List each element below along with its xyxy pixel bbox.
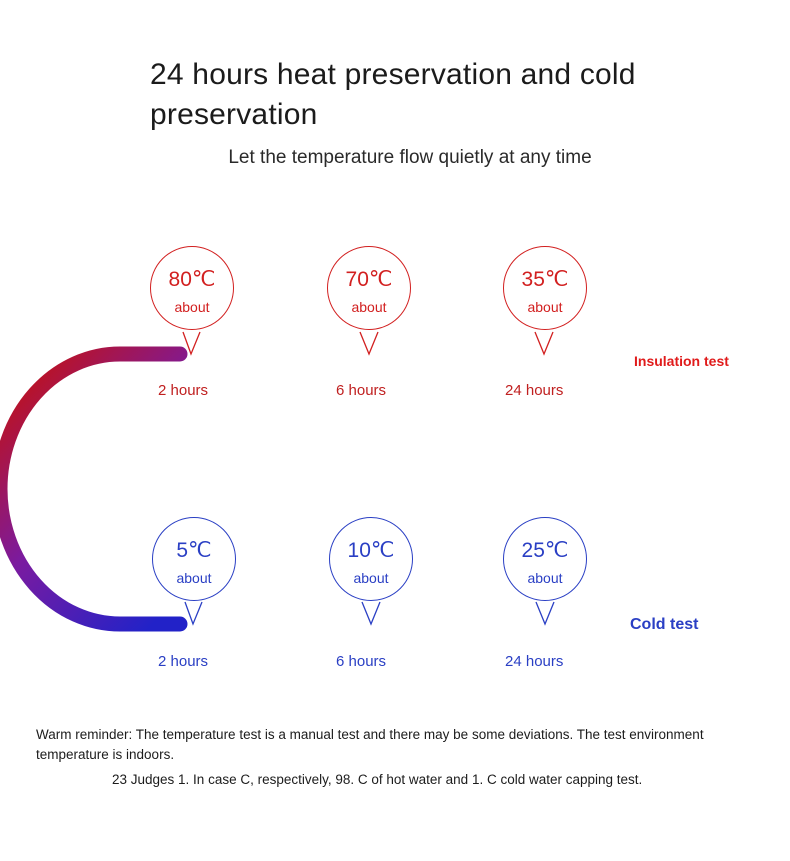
label-insulation-test: Insulation test <box>634 353 729 369</box>
bubble-temp: 70℃ <box>345 268 393 291</box>
bubble-about: about <box>174 299 210 315</box>
hours-cold-2: 6 hours <box>336 653 387 670</box>
bubble-cold-2 <box>329 517 413 601</box>
hours-cold-1: 2 hours <box>158 653 209 670</box>
bubble-insulation-1 <box>150 246 234 330</box>
bubble-about: about <box>176 570 212 586</box>
hours-cold-3: 24 hours <box>505 653 564 670</box>
hours-insulation-1: 2 hours <box>158 382 209 399</box>
bubble-temp: 35℃ <box>521 268 569 291</box>
temperature-flow-diagram <box>0 210 790 700</box>
bubble-insulation-3 <box>503 246 587 330</box>
bubble-temp: 80℃ <box>168 268 216 291</box>
bubble-about: about <box>351 299 387 315</box>
bubble-temp: 5℃ <box>176 539 212 562</box>
warm-reminder-text: Warm reminder: The temperature test is a manual test and there may be some deviations. The test environment temperature is indoors. <box>36 727 704 762</box>
page-title: 24 hours heat preservation and cold preservation <box>150 58 636 131</box>
hours-insulation-2: 6 hours <box>336 382 387 399</box>
bubble-about: about <box>527 570 563 586</box>
bubble-temp: 25℃ <box>521 539 569 562</box>
bubble-insulation-2 <box>327 246 411 330</box>
bubble-about: about <box>527 299 563 315</box>
bubble-cold-1 <box>152 517 236 601</box>
hours-insulation-3: 24 hours <box>505 382 564 399</box>
bubble-temp: 10℃ <box>347 539 395 562</box>
bubble-cold-3 <box>503 517 587 601</box>
label-cold-test: Cold test <box>630 616 699 633</box>
bubble-about: about <box>353 570 389 586</box>
judges-note-text: 23 Judges 1. In case C, respectively, 98. C of hot water and 1. C cold water capping test. <box>112 772 643 787</box>
page-subtitle: Let the temperature flow quietly at any time <box>228 147 592 168</box>
